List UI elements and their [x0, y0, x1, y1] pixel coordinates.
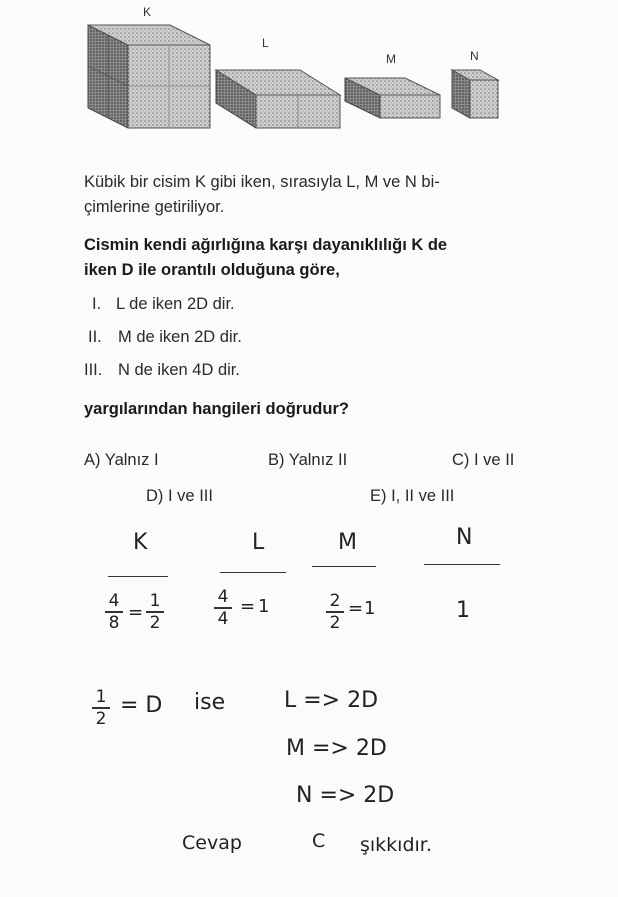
option-b-text: Yalnız II	[288, 451, 348, 469]
l-fraction	[214, 588, 232, 628]
shape-m	[345, 78, 440, 118]
k-frac2-num: 1	[149, 591, 161, 611]
half-frac-num: 1	[95, 687, 107, 707]
statement-2-num: II.	[88, 328, 102, 346]
n-result: 1	[456, 598, 470, 623]
m-equals: =	[348, 598, 364, 619]
option-b	[268, 448, 347, 472]
stem-line-1: Cismin kendi ağırlığına karşı dayanıklılığı K de	[84, 236, 448, 254]
solution-header-k: K	[133, 530, 148, 555]
k-equals: =	[128, 602, 144, 623]
statement-2-text: M de iken 2D dir.	[118, 328, 242, 346]
l-equals: =	[240, 596, 256, 617]
shape-k	[88, 25, 210, 128]
result-l: L => 2D	[284, 688, 379, 713]
m-frac-den: 2	[329, 613, 341, 633]
shape-n	[452, 70, 498, 118]
cube-shapes	[0, 0, 618, 160]
question-prompt: yargılarından hangileri doğrudur?	[84, 400, 349, 418]
solution-header-l: L	[252, 530, 265, 555]
l-frac-num: 4	[217, 587, 229, 607]
l-frac-den: 4	[217, 609, 229, 629]
option-e-letter: E)	[370, 487, 387, 505]
m-frac-num: 2	[329, 591, 341, 611]
solution-header-m: M	[338, 530, 357, 555]
k-frac1-num: 4	[108, 591, 120, 611]
answer-letter: C	[312, 830, 326, 852]
result-m: M => 2D	[286, 736, 387, 761]
k-frac2-den: 2	[149, 613, 161, 633]
answer-tail: şıkkıdır.	[360, 834, 432, 856]
rule-n	[424, 564, 500, 565]
option-e-text: I, II ve III	[391, 487, 455, 505]
m-result: 1	[364, 598, 376, 619]
option-e	[370, 484, 454, 508]
option-c	[452, 448, 514, 472]
label-n: N	[470, 49, 479, 63]
option-c-text: I ve II	[474, 451, 515, 469]
rule-l	[220, 572, 286, 573]
k-frac1-den: 8	[108, 613, 120, 633]
statement-1-num: I.	[92, 295, 102, 313]
m-fraction	[326, 592, 344, 632]
answer-word: Cevap	[182, 832, 242, 854]
half-fraction	[92, 688, 110, 728]
shape-l	[216, 70, 340, 128]
k-fraction-2	[146, 592, 164, 632]
option-a-text: Yalnız I	[104, 451, 159, 469]
statement-3-num: III.	[84, 361, 103, 379]
intro-line-2: çimlerine getiriliyor.	[84, 198, 225, 216]
option-d	[146, 484, 213, 508]
half-equals-d: = D	[120, 693, 163, 718]
option-d-letter: D)	[146, 487, 164, 505]
option-b-letter: B)	[268, 451, 285, 469]
solution-header-n: N	[456, 525, 473, 550]
l-result: 1	[258, 596, 270, 617]
label-l: L	[262, 36, 269, 50]
cube-figure	[0, 0, 618, 160]
stem-line-2: iken D ile orantılı olduğuna göre,	[84, 261, 340, 279]
option-a	[84, 448, 159, 472]
option-d-text: I ve III	[168, 487, 213, 505]
result-n: N => 2D	[296, 783, 395, 808]
label-m: M	[386, 52, 396, 66]
label-k: K	[143, 5, 152, 19]
ise-word: ise	[194, 690, 226, 715]
option-c-letter: C)	[452, 451, 470, 469]
option-a-letter: A)	[84, 451, 101, 469]
k-fraction-1	[105, 592, 123, 632]
half-frac-den: 2	[95, 709, 107, 729]
intro-line-1: Kübik bir cisim K gibi iken, sırasıyla L, M ve N bi-	[84, 173, 440, 191]
rule-k	[108, 576, 168, 577]
statement-1-text: L de iken 2D dir.	[116, 295, 235, 313]
rule-m	[312, 566, 376, 567]
statement-3-text: N de iken 4D dir.	[118, 361, 240, 379]
